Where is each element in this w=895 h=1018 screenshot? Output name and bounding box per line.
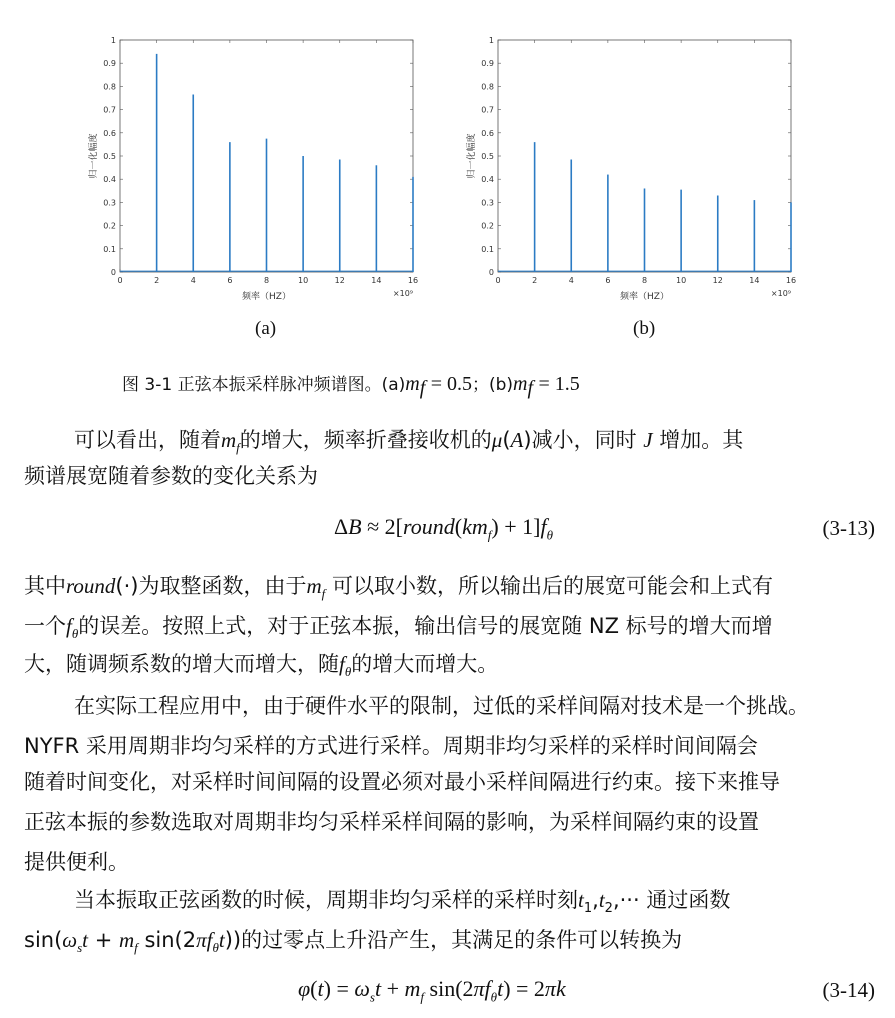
panel-label-a: (a) bbox=[255, 318, 277, 339]
y-tick-label: 0.2 bbox=[103, 221, 116, 231]
panel-label-b: (b) bbox=[633, 318, 656, 339]
y-tick-label: 0.6 bbox=[481, 128, 494, 138]
spectrum-chart-b bbox=[460, 28, 820, 308]
y-axis-label: 归一化幅度 bbox=[89, 133, 99, 179]
caption-prefix: 图 3-1 正弦本振采样脉冲频谱图。(a) bbox=[122, 375, 406, 395]
y-tick-label: 0.3 bbox=[481, 198, 494, 208]
y-tick-label: 0.9 bbox=[481, 59, 494, 69]
x-tick-label: 6 bbox=[605, 276, 611, 285]
chart-b-svg bbox=[460, 28, 820, 308]
figure-caption: 图 3-1 正弦本振采样脉冲频谱图。$(a)m_f = 0.5$；$(b)m_f = 1.5$ bbox=[122, 373, 580, 400]
paragraph-line-4: 一个$f_\theta$的误差。按照上式，对于正弦本振，输出信号的展宽随 NZ 标号的增大而增 bbox=[24, 614, 773, 642]
y-tick-label: 0 bbox=[110, 268, 116, 277]
paragraph-line-9: 正弦本振的参数选取对周期非均匀采样采样间隔的影响，为采样间隔约束的设置 bbox=[24, 810, 759, 834]
x-exponent-label: ×10⁹ bbox=[392, 289, 413, 298]
y-tick-label: 0.5 bbox=[481, 152, 494, 161]
y-tick-label: 1 bbox=[488, 36, 494, 45]
y-tick-label: 0.2 bbox=[481, 221, 494, 231]
chart-a-svg bbox=[82, 28, 442, 308]
equation-3-13: $\Delta B \approx 2[round(km_f) + 1]f_\theta$ bbox=[334, 514, 553, 543]
equation-number-3-14: (3-14) bbox=[822, 978, 875, 1002]
paragraph-line-7: NYFR 采用周期非均匀采样的方式进行采样。周期非均匀采样的采样时间间隔会 bbox=[24, 734, 758, 758]
caption-mf-a: = 0.5 bbox=[430, 373, 472, 395]
y-tick-label: 0.8 bbox=[481, 82, 494, 92]
y-tick-label: 0.4 bbox=[103, 175, 116, 185]
x-tick-label: 10 bbox=[298, 276, 309, 285]
x-tick-label: 0 bbox=[117, 276, 123, 285]
x-tick-label: 14 bbox=[371, 276, 382, 285]
y-tick-label: 0.4 bbox=[481, 175, 494, 185]
x-tick-label: 2 bbox=[532, 276, 538, 285]
paragraph-line-8: 随着时间变化，对采样时间间隔的设置必须对最小采样间隔进行约束。接下来推导 bbox=[24, 770, 780, 794]
x-exponent-label: ×10⁹ bbox=[770, 289, 791, 298]
y-tick-label: 0.7 bbox=[481, 105, 494, 115]
y-tick-label: 0.1 bbox=[103, 244, 116, 254]
spectrum-chart-a bbox=[82, 28, 442, 308]
paragraph-line-6: 在实际工程应用中，由于硬件水平的限制，过低的采样间隔对技术是一个挑战。 bbox=[74, 694, 809, 718]
x-tick-label: 8 bbox=[641, 276, 648, 285]
x-tick-label: 2 bbox=[154, 276, 160, 285]
equation-3-14: $\varphi(t) = \omega_st + m_f$ $\sin(2\pi f_\theta t) = 2\pi k$ bbox=[298, 976, 566, 1005]
y-tick-label: 0.6 bbox=[103, 128, 116, 138]
y-tick-label: 0.8 bbox=[103, 82, 116, 92]
x-tick-label: 16 bbox=[407, 276, 419, 285]
equation-number-3-13: (3-13) bbox=[822, 516, 875, 540]
paragraph-line-3: 其中round(·)为取整函数，由于$m_f$ 可以取小数，所以输出后的展宽可能会和上式有 bbox=[24, 574, 773, 602]
y-tick-label: 0.5 bbox=[103, 152, 116, 161]
paragraph-line-5: 大，随调频系数的增大而增大，随$f_\theta$的增大而增大。 bbox=[24, 652, 499, 680]
paragraph-line-2: 频谱展宽随着参数的变化关系为 bbox=[24, 464, 318, 488]
x-tick-label: 14 bbox=[749, 276, 760, 285]
x-tick-label: 16 bbox=[785, 276, 797, 285]
x-tick-label: 4 bbox=[568, 276, 574, 285]
paragraph-line-11: 当本振取正弦函数的时候，周期非均匀采样的采样时刻$t_1,t_2,\cdot\cdot\cdot$ 通过函数 bbox=[74, 888, 731, 917]
x-tick-label: 4 bbox=[190, 276, 196, 285]
x-tick-label: 12 bbox=[334, 276, 345, 285]
y-tick-label: 0.9 bbox=[103, 59, 116, 69]
caption-sep: ；(b) bbox=[471, 375, 514, 395]
y-tick-label: 0 bbox=[488, 268, 494, 277]
paragraph-line-1: 可以看出，随着$m_f$的增大，频率折叠接收机的μ(A)减小，同时 J 增加。其 bbox=[74, 428, 744, 456]
y-tick-label: 0.1 bbox=[481, 244, 494, 254]
y-tick-label: 0.3 bbox=[103, 198, 116, 208]
paragraph-line-10: 提供便利。 bbox=[24, 850, 129, 874]
x-tick-label: 10 bbox=[676, 276, 687, 285]
caption-mf-b: = 1.5 bbox=[538, 373, 580, 395]
y-axis-label: 归一化幅度 bbox=[467, 133, 477, 179]
y-tick-label: 1 bbox=[110, 36, 116, 45]
y-tick-label: 0.7 bbox=[103, 105, 116, 115]
x-tick-label: 6 bbox=[227, 276, 233, 285]
x-tick-label: 8 bbox=[263, 276, 270, 285]
paragraph-line-12: $\sin(\omega_st + m_f$ $\sin(2\pi f_\theta t)$)的过零点上升沿产生，其满足的条件可以转换为 bbox=[24, 928, 683, 956]
x-tick-label: 12 bbox=[712, 276, 723, 285]
x-axis-label: 频率（HZ） bbox=[620, 292, 669, 302]
x-tick-label: 0 bbox=[495, 276, 501, 285]
x-axis-label: 频率（HZ） bbox=[242, 292, 291, 302]
